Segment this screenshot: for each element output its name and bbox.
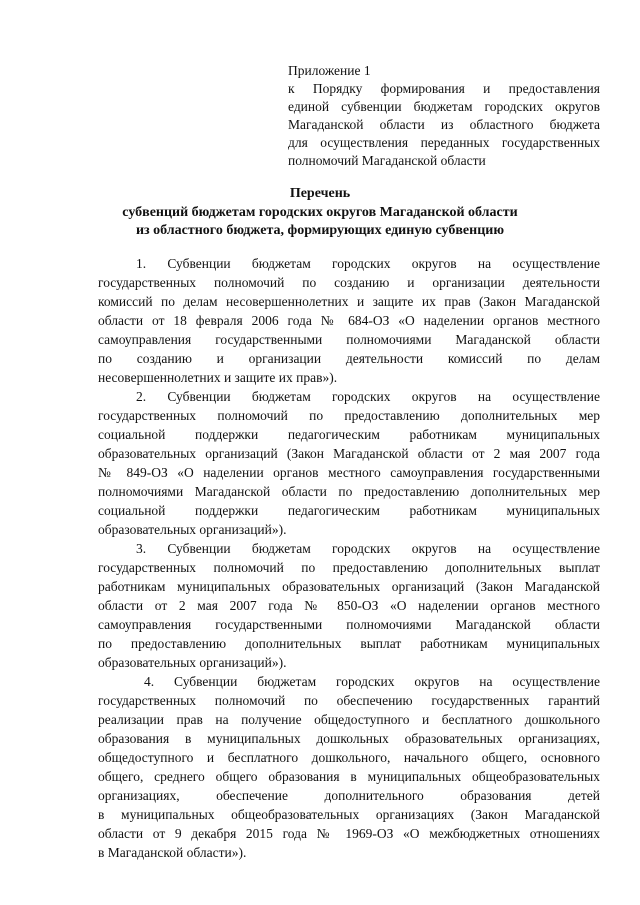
paragraph-line: по предоставлению дополнительных выплат работникам муниципальных <box>98 636 600 651</box>
document-body <box>98 254 600 862</box>
paragraph-line: работникам муниципальных образовательных организаций (Закон Магаданской <box>98 579 600 594</box>
appendix-line: для осуществления переданных государственных <box>288 135 600 150</box>
paragraph-line: государственных полномочий по предоставлению дополнительных мер <box>98 408 600 423</box>
paragraph-line: государственных полномочий по созданию и организации деятельности <box>98 275 600 290</box>
paragraph-line: организациях, обеспечение дополнительного образования детей <box>98 788 600 803</box>
paragraph-line: самоуправления государственными полномочиями Магаданской области <box>98 332 600 347</box>
paragraph-line: образовательных организаций»). <box>98 655 287 670</box>
paragraph-line: по созданию и организации деятельности комиссий по делам <box>98 351 600 366</box>
list-item-2 <box>98 387 600 539</box>
paragraph-line: социальной поддержки педагогическим работникам муниципальных <box>98 427 600 442</box>
list-item-4 <box>98 672 600 862</box>
paragraph-line: общедоступного и бесплатного дошкольного, начального общего, основного <box>98 750 600 765</box>
paragraph-line: самоуправления государственными полномочиями Магаданской области <box>98 617 600 632</box>
paragraph-line: образования в муниципальных дошкольных образовательных организациях, <box>98 731 600 746</box>
paragraph-line: в муниципальных общеобразовательных организациях (Закон Магаданской <box>98 807 600 822</box>
paragraph-line: № 849-ОЗ «О наделении органов местного самоуправления государственными <box>98 465 600 480</box>
appendix-line: Магаданской области из областного бюджета <box>288 117 600 132</box>
paragraph-line: 1. Субвенции бюджетам городских округов на осуществление <box>136 256 600 271</box>
title-line: субвенций бюджетам городских округов Магаданской области <box>122 204 518 220</box>
list-item-1 <box>98 254 600 387</box>
title-line: из областного бюджета, формирующих единую субвенцию <box>135 223 505 238</box>
appendix-header <box>288 62 600 170</box>
list-item-3 <box>98 539 600 672</box>
document-title <box>60 185 580 241</box>
paragraph-line: образовательных организаций (Закон Магаданской области от 2 мая 2007 года <box>98 446 600 461</box>
paragraph-line: государственных полномочий по предоставлению дополнительных выплат <box>98 560 600 575</box>
paragraph-line: полномочиями Магаданской области по предоставлению дополнительных мер <box>98 484 600 499</box>
paragraph-line: в Магаданской области»). <box>98 845 247 860</box>
appendix-line: полномочий Магаданской области <box>288 153 486 168</box>
paragraph-line: области от 18 февраля 2006 года № 684-ОЗ «О наделении органов местного <box>98 313 600 328</box>
paragraph-line: социальной поддержки педагогическим работникам муниципальных <box>98 503 600 518</box>
paragraph-line: реализации прав на получение общедоступного и бесплатного дошкольного <box>98 712 600 727</box>
appendix-line: к Порядку формирования и предоставления <box>288 81 600 96</box>
appendix-line: единой субвенции бюджетам городских округов <box>288 99 600 114</box>
title-line: Перечень <box>289 186 351 201</box>
paragraph-line: области от 9 декабря 2015 года № 1969-ОЗ «О межбюджетных отношениях <box>98 826 600 841</box>
paragraph-line: несовершеннолетних и защите их прав»). <box>98 370 338 385</box>
paragraph-line: 2. Субвенции бюджетам городских округов на осуществление <box>136 389 600 404</box>
paragraph-line: комиссий по делам несовершеннолетних и защите их прав (Закон Магаданской <box>98 294 600 309</box>
appendix-number: Приложение 1 <box>288 63 371 78</box>
paragraph-line: 4. Субвенции бюджетам городских округов на осуществление <box>144 674 600 689</box>
paragraph-line: государственных полномочий по обеспечению государственных гарантий <box>98 693 600 708</box>
paragraph-line: общего, среднего общего образования в муниципальных общеобразовательных <box>98 769 600 784</box>
paragraph-line: области от 2 мая 2007 года № 850-ОЗ «О наделении органов местного <box>98 598 600 613</box>
paragraph-line: 3. Субвенции бюджетам городских округов на осуществление <box>136 541 600 556</box>
paragraph-line: образовательных организаций»). <box>98 522 287 537</box>
